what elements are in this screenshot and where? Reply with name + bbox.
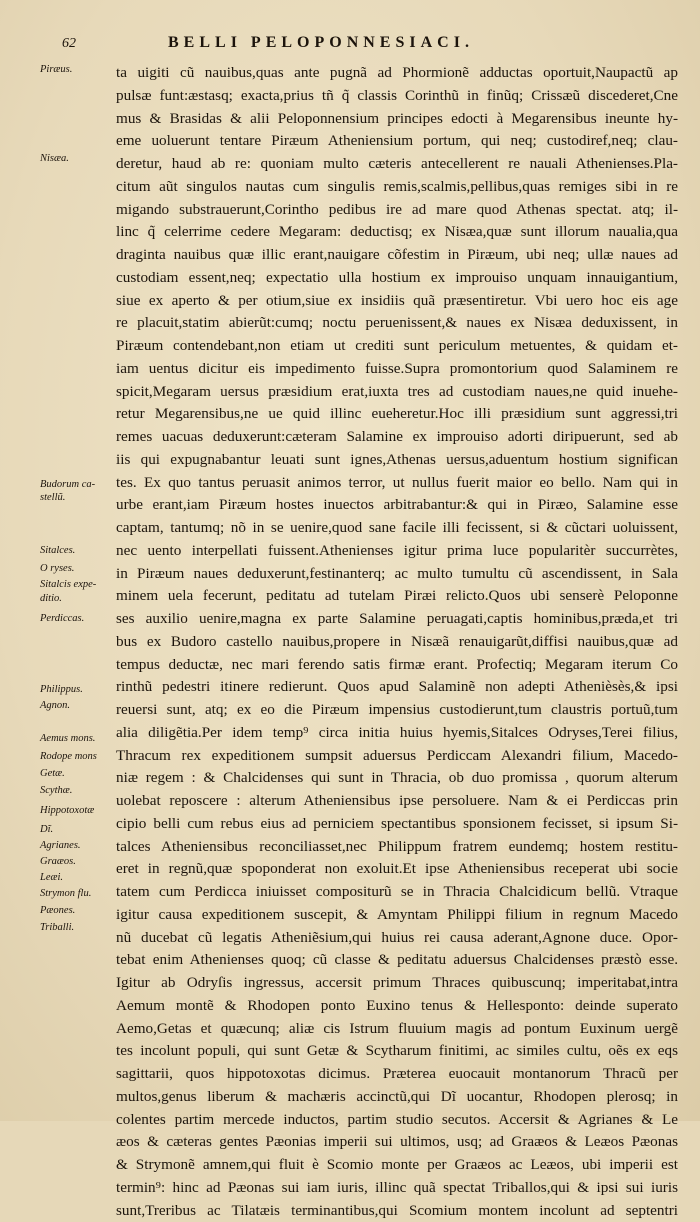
margin-sitalces: Sitalces. <box>40 545 120 557</box>
margin-leaei: Leæi. <box>40 872 120 884</box>
text-line: eme uoluerunt tentare Piræum Atheniensium portum, qui neq; custodiref,neq; clau- <box>116 130 678 153</box>
margin-piraeus: Piræus. <box>40 64 120 76</box>
margin-hippotoxotae: Hippotoxotæ <box>40 805 120 817</box>
margin-aemus: Aemus mons. <box>40 733 120 745</box>
text-line: eret in regnũ,quæ spoponderat non exoluit.Et ipse Atheniensibus receperat ubi socie <box>116 858 678 881</box>
text-line: rinthũ pedestri itinere redierunt. Quos apud Salaminẽ non adepti Athenièsès,& ipsi <box>116 676 678 699</box>
text-line: spicit,Megaram uersus præsidium erat,iuxta tres ad custodiam naues,ne quid inuehe- <box>116 381 678 404</box>
text-line: ta uigiti cũ nauibus,quas ante pugnã ad Phormionẽ adductas oportuit,Naupactũ ap <box>116 62 678 85</box>
margin-agnon: Agnon. <box>40 700 120 712</box>
margin-odryses: O ryses. <box>40 563 120 575</box>
text-line: sunt,Treribus ac Tilatæis terminantibus,qui Scomium montem incolunt ad septentri <box>116 1200 678 1222</box>
text-line: in Piræum naues deduxerunt,festinanterq; ac multo tumultu cũ ascendissent, in Sala <box>116 563 678 586</box>
text-line: migando substrauerunt,Corintho pedibus ire ad mare quod Athenas spectat. atq; il- <box>116 199 678 222</box>
text-line: re placuit,statim abierũt:cumq; noctu peruenissent,& naues ex Nisæa deduxissent, in <box>116 312 678 335</box>
text-line: Thracum rex expeditionem sumpsit aduersus Perdiccam Alexandri filium, Macedo- <box>116 745 678 768</box>
text-line: Piræum contendebant,non etiam ut crediti sunt periculum metuentes, & quidam et- <box>116 335 678 358</box>
text-line: niæ regem : & Chalcidenses qui sunt in Thracia, ob duo promissa , quorum alterum <box>116 767 678 790</box>
margin-agrianes: Agrianes. <box>40 840 120 852</box>
text-line: æos & cæteras gentes Pæonias imperii sui ultimos, usq; ad Graæos & Leæos Pæonas <box>116 1131 678 1154</box>
text-line: nũ ducebat cũ legatis Atheniẽsium,qui huius rei causa aderant,Agnone duce. Opor- <box>116 927 678 950</box>
text-line: tatem cum Perdicca iniuisset compositurũ se in Thracia Chalcidicum bellũ. Vtraque <box>116 881 678 904</box>
running-head: BELLI PELOPONNESIACI. <box>168 34 668 52</box>
margin-dii: Dĩ. <box>40 824 120 836</box>
text-line: draginta nauibus quæ illic erant,nauigare cõfestim in Piræum, ubi neq; ullæ naues ad <box>116 244 678 267</box>
text-line: remes uacuas deduxerunt:cæteram Salamine ex improuiso adorti diripuerunt, sed ab <box>116 426 678 449</box>
text-line: iam uentus dicitur eis impedimento fuisse.Supra promontorium quod Salaminem re <box>116 358 678 381</box>
text-line: custodiam essent,neq; expectatio ulla hostium ex improuiso unquam innauigantium, <box>116 267 678 290</box>
text-line: igitur causa expeditionem suscepit, & Amyntam Philippi filium in regnum Macedo <box>116 904 678 927</box>
text-line: linc q̃ celerrime cedere Megaram: deductisq; ex Nisæa,quæ sunt illorum naualia,qua <box>116 221 678 244</box>
text-line: deretur, haud ab re: quoniam multo cæteris antecellerent re nauali Athenienses.Pla- <box>116 153 678 176</box>
text-line: Aemo,Getas et quæcunq; aliæ cis Istrum fluuium magis ad pontum Euxinum uergẽ <box>116 1018 678 1041</box>
text-line: & Strymonẽ amnem,qui fluit è Scomio monte per Graæos ac Leæos, ubi imperii est <box>116 1154 678 1177</box>
margin-budorum-cont: stellũ. <box>40 492 120 504</box>
margin-nisaea: Nisæa. <box>40 153 120 165</box>
text-line: minem uela fecerunt, peditatu ad tutelam Piræi relicto.Quos ubi senserè Peloponne <box>116 585 678 608</box>
margin-rodope: Rodope mons <box>40 751 120 763</box>
margin-graaeos: Graæos. <box>40 856 120 868</box>
text-line: reuersi sunt, atq; ex eo die Piræum impensius custodierunt,tum claustris portuũ,tum <box>116 699 678 722</box>
text-line: citum aũt singulos nautas cum singulis remis,scalmis,pellibus,quas remiges sibi in re <box>116 176 678 199</box>
text-line: talces Atheniensibus reconciliasset,nec Philippum fratrem eundemq; hostem restitu- <box>116 836 678 859</box>
margin-triballi: Triballi. <box>40 922 120 934</box>
text-line: termin⁹: hinc ad Pæonas sui iam iuris, illinc quã spectat Triballos,qui & ipsi sui iuris <box>116 1177 678 1200</box>
text-line: Igitur ab Odryſis ingressus, accersit primum Thraces quibuscunq; imperitabat,intra <box>116 972 678 995</box>
margin-budorum: Budorum ca- <box>40 479 120 491</box>
text-line: alia diligẽtia.Per idem temp⁹ circa initia huius hyemis,Sitalces Odryses,Terei filius, <box>116 722 678 745</box>
text-line: iis qui expugnabantur leuati sunt ignes,Athenas uersus,aduentum hostium significan <box>116 449 678 472</box>
text-line: tebat enim Athenienses quoq; cũ classe & peditatu aduersus Chalcidenses præstò esse. <box>116 949 678 972</box>
text-line: tes. Ex quo tantus peruasit animos terror, ut nullus fuerit maior eo bello. Nam qui in <box>116 472 678 495</box>
text-line: cipio belli cum rebus eius ad perniciem spectantibus sponsionem fecisset, si ipsum Si- <box>116 813 678 836</box>
margin-strymon: Strymon flu. <box>40 888 120 900</box>
margin-ditio: ditio. <box>40 593 120 605</box>
text-line: tes incolunt populi, qui sunt Getæ & Scytharum finitimi, ac similes cultu, oẽs ex eqs <box>116 1040 678 1063</box>
text-line: urbe erant,iam Piræum hostes inuectos arbitrabantur:& qui in Piræo, Salamine esse <box>116 494 678 517</box>
margin-sitalcis-expe: Sitalcis expe- <box>40 579 120 591</box>
margin-getae: Getæ. <box>40 768 120 780</box>
text-line: sagittarii, quos hippotoxotas dicimus. Præterea euocauit montanorum Thracũ per <box>116 1063 678 1086</box>
folio-number: 62 <box>62 36 76 52</box>
main-text-block <box>116 62 678 1222</box>
text-line: bus ex Budoro castello nauibus,propere in Nisæã renauigarũt,diffisi nauibus,quæ ad <box>116 631 678 654</box>
text-line: multos,genus liberum & machæris accinctũ,qui Dĩ uocantur, Rhodopen plerosq; in <box>116 1086 678 1109</box>
margin-perdiccas: Perdiccas. <box>40 613 120 625</box>
text-line: mus & Brasidas & alii Peloponnensium principes edocti à Megarensibus ineunte hy- <box>116 108 678 131</box>
text-line: Aemum montẽ & Rhodopen ponto Euxino tenus & Hellesponto: deinde superato <box>116 995 678 1018</box>
text-line: tempus deductæ, nec mari ferendo satis firmæ erant. Profectiq; Megaram iterum Co <box>116 654 678 677</box>
text-line: captam, tantumq; nõ in se uenire,quod sane facile illi fecissent, si & cũctari uoluissent, <box>116 517 678 540</box>
text-line: pulsæ funt:æstasq; exacta,prius tñ q̃ classis Corinthũ in finũq; Crissæũ discederet,Cne <box>116 85 678 108</box>
margin-paeones: Pæones. <box>40 905 120 917</box>
text-line: ses auxilio uenire,magna ex parte Salamine peruagati,captis hominibus,præda,et tri <box>116 608 678 631</box>
margin-scythae: Scythæ. <box>40 785 120 797</box>
margin-philippus: Philippus. <box>40 684 120 696</box>
text-line: colentes partim mercede inductos, partim studio secutos. Accersit & Agrianes & Le <box>116 1109 678 1132</box>
text-line: siue ex aperto & per otium,siue ex insidiis quã præsentiretur. Vbi uero hoc eis age <box>116 290 678 313</box>
text-line: retur Megarensibus,ne ue quid illinc eueheretur.Hoc illi præsidium sunt aggressi,tri <box>116 403 678 426</box>
text-line: uolebat reposcere : alterum Atheniensibus ipse persoluere. Nam & ei Perdiccas prin <box>116 790 678 813</box>
text-line: nec uento interpellati fuissent.Athenienses igitur prima luce popularitèr succurrètes, <box>116 540 678 563</box>
